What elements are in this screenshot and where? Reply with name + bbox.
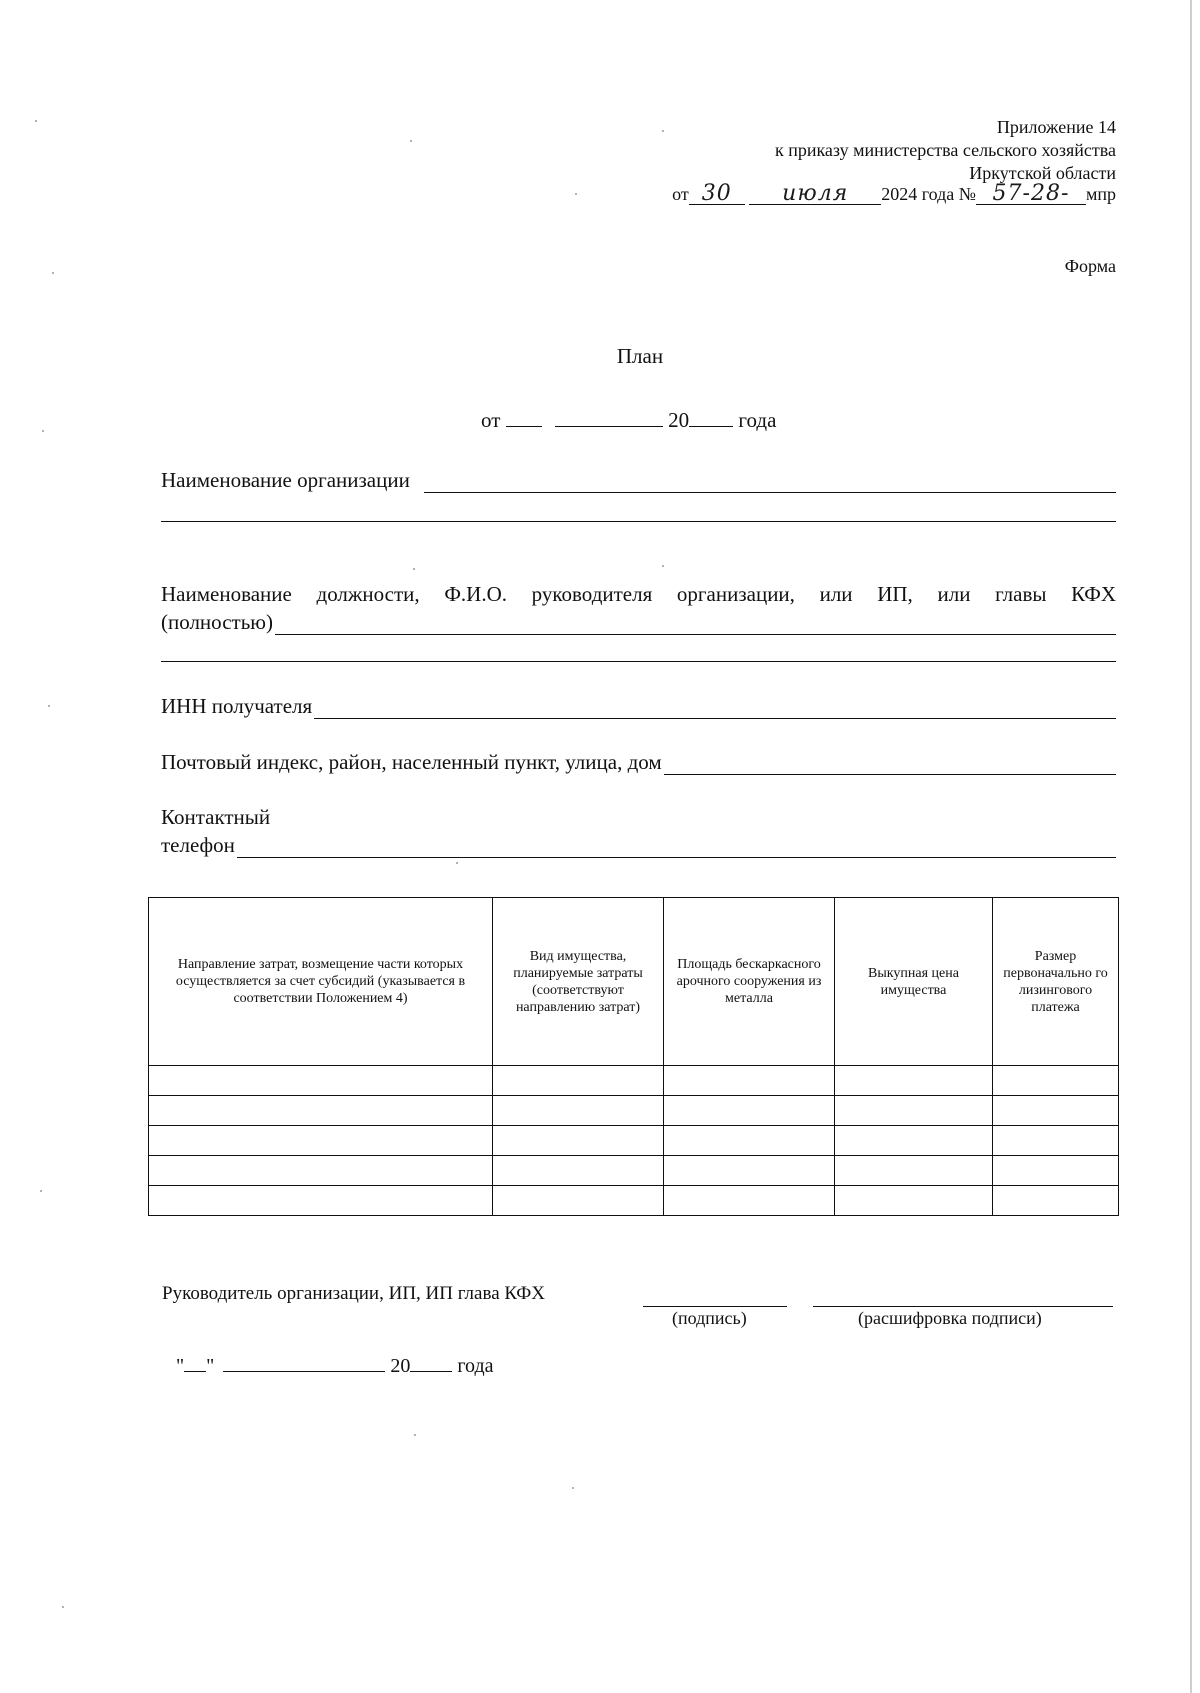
date-day-blank[interactable] <box>506 408 542 427</box>
table-cell[interactable] <box>664 1126 835 1156</box>
head-fullname-label-suffix: (полностью) <box>161 610 273 634</box>
signature-date-line <box>176 1353 494 1378</box>
inn-row <box>161 694 1116 719</box>
date-quote-close: " <box>206 1355 215 1377</box>
scan-speck <box>414 1434 416 1436</box>
table-row <box>149 1066 1119 1096</box>
signature-field[interactable] <box>643 1306 787 1307</box>
appendix-header <box>775 116 1116 185</box>
address-row <box>161 750 1116 775</box>
form-label: Форма <box>1064 256 1116 276</box>
table-row <box>149 1156 1119 1186</box>
column-header-structure-area: Площадь бескаркасного арочного сооружения из металла <box>664 898 835 1066</box>
table-cell[interactable] <box>664 1096 835 1126</box>
phone-label-line1: Контактный <box>161 805 271 829</box>
scan-speck <box>35 120 37 122</box>
table-cell[interactable] <box>149 1066 493 1096</box>
scan-speck <box>48 705 50 707</box>
order-day-slot <box>689 181 745 206</box>
order-number-slot <box>976 181 1086 206</box>
date-year-prefix: 20 <box>668 408 690 432</box>
scan-speck <box>40 1190 42 1192</box>
signature-transcript-field[interactable] <box>813 1306 1113 1307</box>
scan-speck <box>572 1487 574 1489</box>
signature-year-prefix: 20 <box>390 1355 411 1377</box>
table-cell[interactable] <box>993 1096 1119 1126</box>
signature-day-blank[interactable] <box>184 1353 206 1372</box>
table-row <box>149 1126 1119 1156</box>
document-title: План <box>616 344 664 368</box>
column-header-initial-leasing-payment: Размер первоначально го лизингового платежа <box>993 898 1119 1066</box>
table-cell[interactable] <box>835 1186 993 1216</box>
table-row <box>149 1186 1119 1216</box>
scan-speck <box>42 430 44 432</box>
table-cell[interactable] <box>493 1156 664 1186</box>
date-month-blank[interactable] <box>555 408 663 427</box>
organization-name-label: Наименование организации <box>161 468 410 492</box>
date-year-blank[interactable] <box>689 408 733 427</box>
address-field[interactable] <box>664 754 1116 775</box>
scan-page-edge <box>1190 0 1192 1693</box>
order-year-text: 2024 года № <box>881 184 976 204</box>
order-month-slot <box>749 181 881 206</box>
scan-speck <box>575 193 577 195</box>
signature-year-blank[interactable] <box>410 1353 452 1372</box>
signature-date-suffix: года <box>457 1355 494 1377</box>
plan-date-line <box>481 408 776 433</box>
table-cell[interactable] <box>835 1156 993 1186</box>
phone-label-line2: телефон <box>161 833 235 857</box>
handwritten-order-number: 57-28- <box>992 181 1070 206</box>
order-date-number-line <box>672 181 1116 206</box>
organization-name-field-continuation[interactable] <box>161 521 1116 522</box>
table-cell[interactable] <box>835 1096 993 1126</box>
table-cell[interactable] <box>493 1126 664 1156</box>
table-cell[interactable] <box>835 1126 993 1156</box>
signature-transcript-caption: (расшифровка подписи) <box>858 1308 1042 1328</box>
table-cell[interactable] <box>149 1126 493 1156</box>
signature-month-blank[interactable] <box>223 1353 385 1372</box>
table-cell[interactable] <box>493 1186 664 1216</box>
head-fullname-label: Наименование должности, Ф.И.О. руководителя организации, или ИП, или главы КФХ <box>161 582 1116 606</box>
table-cell[interactable] <box>493 1096 664 1126</box>
column-header-property-type: Вид имущества, планируемые затраты (соответствуют направлению затрат) <box>493 898 664 1066</box>
phone-row <box>161 833 1116 858</box>
table-cell[interactable] <box>149 1096 493 1126</box>
organization-name-row <box>161 468 1116 493</box>
organization-name-field[interactable] <box>424 472 1116 493</box>
head-fullname-field[interactable] <box>275 614 1116 635</box>
scan-speck <box>410 140 412 142</box>
inn-field[interactable] <box>314 698 1116 719</box>
inn-label: ИНН получателя <box>161 694 313 718</box>
table-cell[interactable] <box>993 1126 1119 1156</box>
table-cell[interactable] <box>664 1156 835 1186</box>
plan-table <box>148 897 1119 1216</box>
signature-caption: (подпись) <box>672 1308 747 1328</box>
table-cell[interactable] <box>493 1066 664 1096</box>
table-cell[interactable] <box>664 1186 835 1216</box>
column-header-buyout-price: Выкупная цена имущества <box>835 898 993 1066</box>
scan-speck <box>662 130 664 132</box>
column-header-expense-direction: Направление затрат, возмещение части которых осуществляется за счет субсидий (указывается в соответствии Положением 4) <box>149 898 493 1066</box>
head-fullname-field-continuation[interactable] <box>161 661 1116 662</box>
appendix-number: Приложение 14 <box>996 117 1116 137</box>
scan-speck <box>52 272 54 274</box>
order-prefix: от <box>672 184 689 204</box>
table-cell[interactable] <box>149 1156 493 1186</box>
region-name: Иркутской области <box>969 163 1116 183</box>
table-cell[interactable] <box>993 1156 1119 1186</box>
table-cell[interactable] <box>835 1066 993 1096</box>
table-cell[interactable] <box>993 1186 1119 1216</box>
order-reference: к приказу министерства сельского хозяйства <box>774 140 1116 160</box>
scan-speck <box>456 862 458 864</box>
head-fullname-row <box>161 610 1116 635</box>
scan-speck <box>62 1606 64 1608</box>
table-cell[interactable] <box>149 1186 493 1216</box>
order-suffix: мпр <box>1085 184 1116 204</box>
date-prefix: от <box>481 408 501 432</box>
phone-field[interactable] <box>237 837 1116 858</box>
table-row <box>149 1096 1119 1126</box>
handwritten-month: июля <box>782 181 849 206</box>
date-suffix: года <box>738 408 777 432</box>
scan-speck <box>662 565 664 567</box>
scan-speck <box>413 568 415 570</box>
date-quote-open: " <box>176 1355 185 1377</box>
address-label: Почтовый индекс, район, населенный пункт, улица, дом <box>161 750 662 774</box>
table-cell[interactable] <box>664 1066 835 1096</box>
table-header-row <box>149 898 1119 1066</box>
handwritten-day: 30 <box>701 181 732 206</box>
table-cell[interactable] <box>993 1066 1119 1096</box>
signatory-label: Руководитель организации, ИП, ИП глава КФХ <box>162 1283 545 1304</box>
